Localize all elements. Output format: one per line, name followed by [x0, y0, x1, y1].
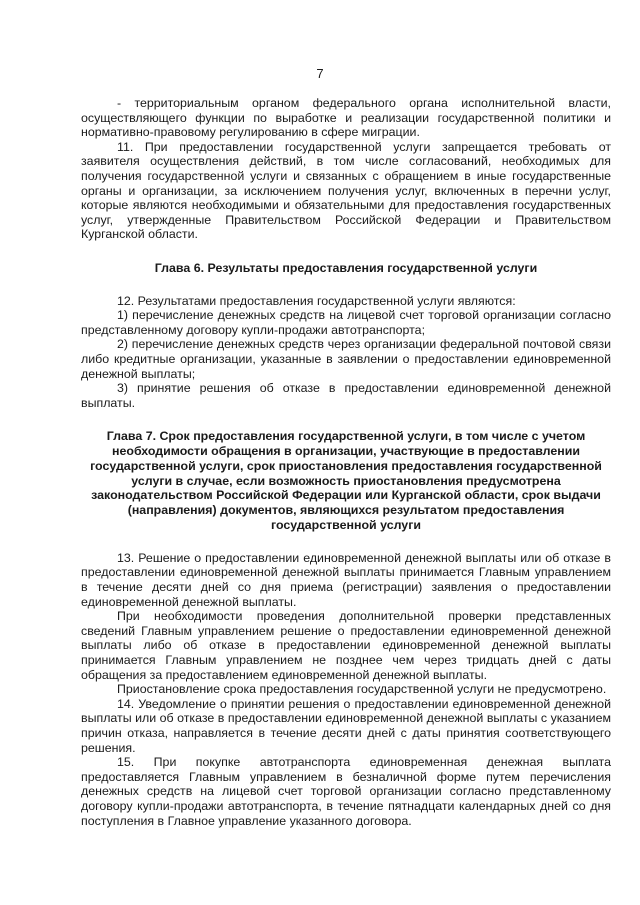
- page-number: 7: [316, 66, 324, 81]
- paragraph: 14. Уведомление о принятии решения о предоставлении единовременной денежной выплаты или об отказе в предоставлении единовременной денежной выплаты с указанием причин отказа, направляется в течение десяти дней с даты принятия соответствующего решения.: [81, 696, 611, 755]
- paragraph: 11. При предоставлении государственной услуги запрещается требовать от заявителя осуществления действий, в том числе согласований, необходимых для получения государственной услуги и связанных с обращением в иные государственные органы и организации, за исключением получения услуг, включенных в перечни услуг, которые являются необходимыми и обязательными для предоставления государственных услуг, утвержденные Правительством Российской Федерации и Правительством Курганской области.: [81, 139, 611, 242]
- list-item: 2) перечисление денежных средств через организации федеральной почтовой связи либо кредитные организации, указанные в заявлении о предоставлении единовременной денежной выплаты;: [81, 337, 611, 381]
- paragraph: Приостановление срока предоставления государственной услуги не предусмотрено.: [117, 682, 607, 697]
- chapter-6-heading: Глава 6. Результаты предоставления государственной услуги: [154, 260, 538, 275]
- paragraph: 12. Результатами предоставления государственной услуги являются:: [117, 293, 516, 308]
- chapter-7-heading: Глава 7. Срок предоставления государственной услуги, в том числе с учетом необходимости обращения в организации, участвующие в предоставлении государственной услуги, срок приостановления предоставления государственной услуги в случае, если возможность приостановления предусмотрена законодательством Российской Федерации или Курганской области, срок выдачи (направления) документов, являющихся результатом предоставления государственной услуги: [90, 429, 602, 533]
- list-item: 3) принятие решения об отказе в предоставлении единовременной денежной выплаты.: [81, 381, 611, 410]
- paragraph: 15. При покупке автотранспорта единовременная денежная выплата предоставляется Главным управлением в безналичной форме путем перечисления денежных средств на лицевой счет торговой организации согласно представленному договору купли-продажи автотранспорта, в течение пятнадцати календарных дней со дня поступления в Главное управление указанного договора.: [81, 755, 611, 828]
- paragraph: При необходимости проведения дополнительной проверки представленных сведений Главным управлением решение о предоставлении единовременной денежной выплаты либо об отказе в предоставлении единовременной денежной выплаты принимается Главным управлением не позднее чем через тридцать дней с даты обращения за предоставлением единовременной денежной выплаты.: [81, 609, 611, 682]
- document-body: [81, 96, 611, 828]
- list-item: 1) перечисление денежных средств на лицевой счет торговой организации согласно представленному договору купли-продажи автотранспорта;: [81, 308, 611, 337]
- paragraph: - территориальным органом федерального органа исполнительной власти, осуществляющего функции по выработке и реализации государственной политики и нормативно-правовому регулированию в сфере миграции.: [81, 96, 611, 140]
- paragraph: 13. Решение о предоставлении единовременной денежной выплаты или об отказе в предоставлении единовременной денежной выплаты принимается Главным управлением в течение десяти дней со дня приема (регистрации) заявления о предоставлении единовременной денежной выплаты.: [81, 550, 611, 609]
